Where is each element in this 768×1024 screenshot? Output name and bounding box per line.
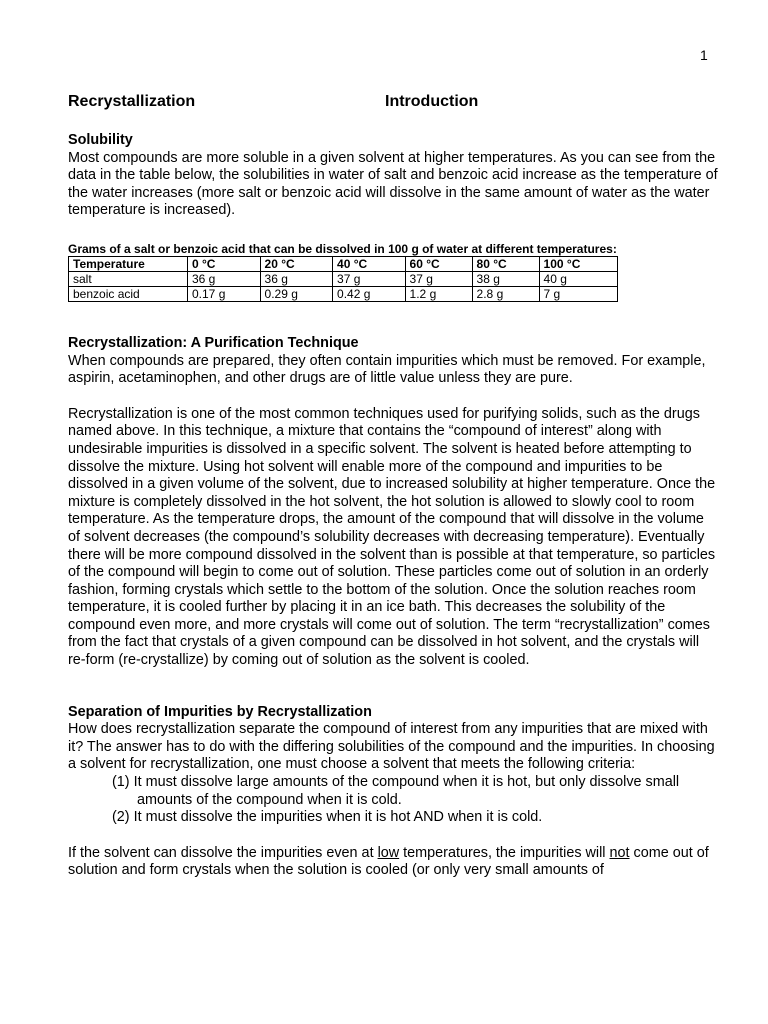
table-header-cell: 40 °C <box>333 256 406 271</box>
table-cell: salt <box>69 271 188 286</box>
solubility-table <box>68 256 618 302</box>
table-cell: 37 g <box>405 271 472 286</box>
criteria-item: (2) It must dissolve the impurities when it is hot AND when it is cold. <box>112 809 543 826</box>
criteria-list <box>68 774 718 827</box>
underlined-word: not <box>609 844 630 861</box>
section-heading-solubility: Solubility <box>68 132 133 148</box>
table-cell: 7 g <box>539 286 617 301</box>
purification-paragraph-2: Recrystallization is one of the most common techniques used for purifying solids, such as the drugs named above. In this technique, a mixture that contains the “compound of interest” along with undesirable impurities is dissolved in a specific solvent. The solvent is heated before attempting to dissolve the mixture. Using hot solvent will enable more of the compound and impurities to be dissolved in a given volume of the solvent, due to increased solubility at higher temperature. Once the mixture is completely dissolved in the hot solvent, the hot solution is allowed to slowly cool to room temperature. As the temperature drops, the amount of the compound that will dissolve in the volume of solvent decreases (the compound’s solubility decreases with decreasing temperature). Eventually there will be more compound dissolved in the solvent than is possible at that temperature, so particles of the compound will begin to come out of solution. These particles come out of solution in an orderly fashion, forming crystals which settle to the bottom of the solution. Once the solution reaches room temperature, it is cooled further by placing it in an ice bath. This decreases the solubility of the compound even more, and more crystals will come out of solution. The term “recrystallization” comes from the fact that crystals of a given compound can be dissolved in hot solvent, and the crystals will re-form (re-crystallize) by coming out of solution as the solvent is cooled. <box>68 405 716 669</box>
section-heading-separation: Separation of Impurities by Recrystallization <box>68 703 372 720</box>
table-cell: 40 g <box>539 271 617 286</box>
table-header-cell: 60 °C <box>405 256 472 271</box>
table-header-cell: 20 °C <box>260 256 333 271</box>
table-cell: 38 g <box>472 271 539 286</box>
table-header-cell: 80 °C <box>472 256 539 271</box>
table-cell: 36 g <box>260 271 333 286</box>
table-cell: 1.2 g <box>405 286 472 301</box>
document-title: Recrystallization <box>68 93 196 110</box>
table-row <box>69 271 618 286</box>
section-purification <box>68 335 718 670</box>
text-run: If the solvent can dissolve the impurities even at <box>68 844 378 861</box>
document-subtitle: Introduction <box>385 93 479 110</box>
text-run: temperatures, the impurities will <box>399 844 610 861</box>
separation-paragraph-1: How does recrystallization separate the compound of interest from any impurities that are mixed with it? The answer has to do with the differing solubilities of the compound and the impurities. In choosing a solvent for recrystallization, one must choose a solvent that meets the following criteria: <box>68 721 715 773</box>
table-cell: 36 g <box>188 271 261 286</box>
criteria-item: (1) It must dissolve large amounts of the compound when it is hot, but only dissolve small amounts of the compound when it is cold. <box>112 774 680 808</box>
table-header-row <box>69 256 618 271</box>
title-row <box>68 93 718 113</box>
page-number: 1 <box>700 47 708 63</box>
table-header-cell: 100 °C <box>539 256 617 271</box>
section-heading-purification: Recrystallization: A Purification Technique <box>68 334 359 351</box>
table-header-cell: Temperature <box>69 256 188 271</box>
table-caption: Grams of a salt or benzoic acid that can be dissolved in 100 g of water at different temperatures: <box>68 241 617 256</box>
section-solubility <box>68 132 718 220</box>
table-row <box>69 286 618 301</box>
table-cell: 0.29 g <box>260 286 333 301</box>
table-cell: benzoic acid <box>69 286 188 301</box>
table-cell: 37 g <box>333 271 406 286</box>
separation-paragraph-2 <box>68 845 718 880</box>
text-run: come out of solution and form crystals when the solution is cooled (or only very small amounts of <box>68 844 709 879</box>
solubility-paragraph: Most compounds are more soluble in a given solvent at higher temperatures. As you can see from the data in the table below, the solubilities in water of salt and benzoic acid increase as the temperature of the water increases (more salt or benzoic acid will dissolve in the same amount of water as the water temperature is increased). <box>68 149 718 219</box>
table-cell: 2.8 g <box>472 286 539 301</box>
document-body <box>68 93 718 880</box>
purification-paragraph-1: When compounds are prepared, they often contain impurities which must be removed. For example, aspirin, acetaminophen, and other drugs are of little value unless they are pure. <box>68 352 706 387</box>
underlined-word: low <box>377 844 400 861</box>
table-cell: 0.17 g <box>188 286 261 301</box>
table-header-cell: 0 °C <box>188 256 261 271</box>
table-cell: 0.42 g <box>333 286 406 301</box>
section-separation <box>68 704 718 880</box>
